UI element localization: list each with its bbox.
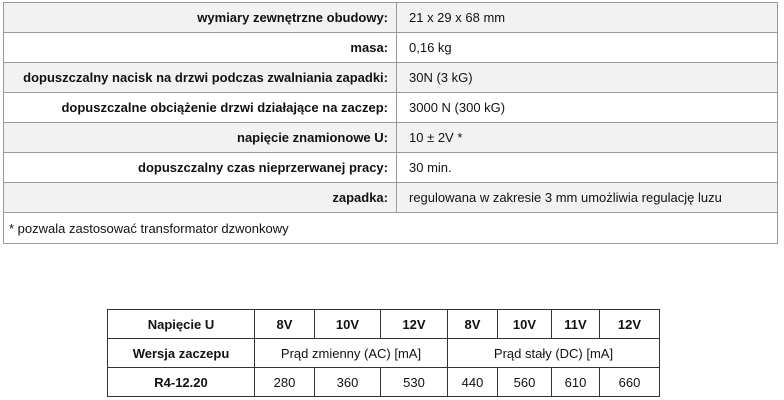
spec-label: zapadka: (4, 183, 397, 213)
voltage-cell: 12V (600, 310, 660, 339)
voltage-cell: 10V (315, 310, 381, 339)
current-value: 280 (255, 368, 315, 397)
spec-value: 21 x 29 x 68 mm (397, 3, 778, 33)
voltage-cell: 11V (552, 310, 600, 339)
spec-value: 30 min. (397, 153, 778, 183)
spec-value: 3000 N (300 kG) (397, 93, 778, 123)
spec-row (4, 3, 778, 33)
spec-value: 0,16 kg (397, 33, 778, 63)
model-name: R4-12.20 (108, 368, 255, 397)
spec-label: masa: (4, 33, 397, 63)
spec-label: dopuszczalny czas nieprzerwanej pracy: (4, 153, 397, 183)
footnote: * pozwala zastosować transformator dzwonkowy (4, 213, 778, 244)
spec-label: dopuszczalne obciążenie drzwi działające na zaczep: (4, 93, 397, 123)
spec-value: 30N (3 kG) (397, 63, 778, 93)
voltage-cell: 12V (381, 310, 448, 339)
current-type-row (108, 339, 660, 368)
spec-row (4, 153, 778, 183)
spec-row (4, 93, 778, 123)
spec-row (4, 123, 778, 153)
dc-label: Prąd stały (DC) [mA] (448, 339, 660, 368)
spec-value: 10 ± 2V * (397, 123, 778, 153)
voltage-cell: 8V (255, 310, 315, 339)
spec-row (4, 33, 778, 63)
spec-label: napięcie znamionowe U: (4, 123, 397, 153)
version-header: Wersja zaczepu (108, 339, 255, 368)
spec-label: dopuszczalny nacisk na drzwi podczas zwalniania zapadki: (4, 63, 397, 93)
voltage-cell: 8V (448, 310, 498, 339)
current-value: 660 (600, 368, 660, 397)
current-value: 610 (552, 368, 600, 397)
current-table (107, 309, 660, 397)
ac-label: Prąd zmienny (AC) [mA] (255, 339, 448, 368)
footnote-row (4, 213, 778, 244)
spec-row (4, 183, 778, 213)
spec-value: regulowana w zakresie 3 mm umożliwia regulację luzu (397, 183, 778, 213)
specification-table (3, 2, 778, 244)
current-value: 530 (381, 368, 448, 397)
voltage-cell: 10V (498, 310, 552, 339)
spec-row (4, 63, 778, 93)
current-value: 440 (448, 368, 498, 397)
current-value: 560 (498, 368, 552, 397)
voltage-header: Napięcie U (108, 310, 255, 339)
voltage-row (108, 310, 660, 339)
current-value: 360 (315, 368, 381, 397)
spec-label: wymiary zewnętrzne obudowy: (4, 3, 397, 33)
model-row (108, 368, 660, 397)
